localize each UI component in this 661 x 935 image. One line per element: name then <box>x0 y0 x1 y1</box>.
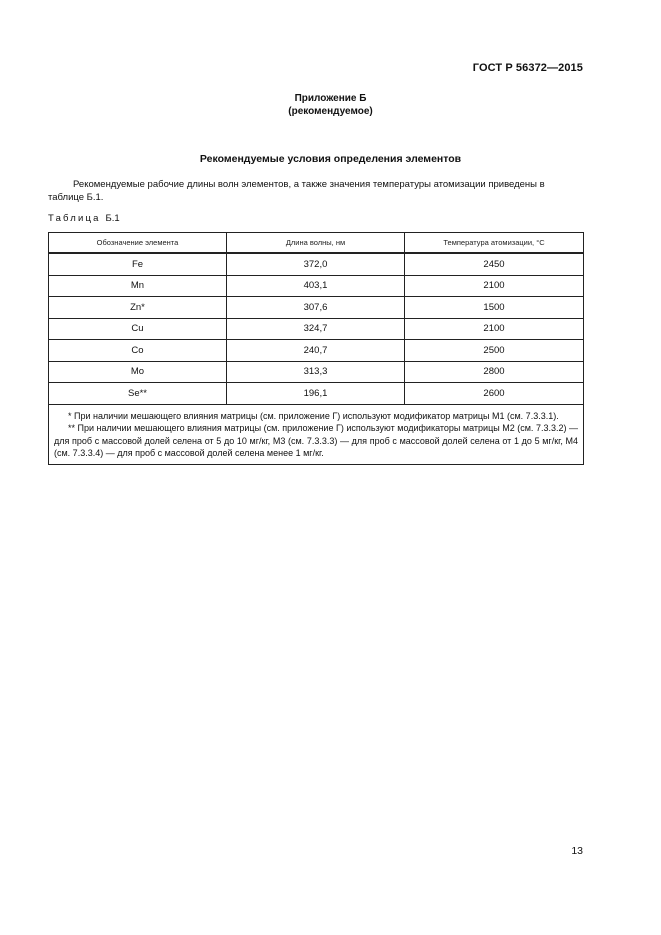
table-notes <box>49 404 584 464</box>
table-note: * При наличии мешающего влияния матрицы (см. приложение Г) используют модификатор матрицы М1 (см. 7.3.3.1). <box>68 410 559 421</box>
appendix-title: Приложение Б <box>294 93 367 104</box>
table-label <box>48 213 120 224</box>
cell-wavelength: 403,1 <box>227 275 405 297</box>
cell-element: Cu <box>49 318 227 340</box>
elements-table <box>48 232 584 465</box>
table-row <box>49 297 584 319</box>
cell-temperature: 2500 <box>405 340 584 362</box>
cell-wavelength: 313,3 <box>227 361 405 383</box>
cell-temperature: 2100 <box>405 318 584 340</box>
cell-temperature: 1500 <box>405 297 584 319</box>
table-label-number: Б.1 <box>105 213 120 224</box>
page-number: 13 <box>571 845 583 857</box>
table-row <box>49 275 584 297</box>
table-row <box>49 361 584 383</box>
table-row <box>49 318 584 340</box>
cell-temperature: 2100 <box>405 275 584 297</box>
cell-element: Mn <box>49 275 227 297</box>
cell-element: Se** <box>49 383 227 405</box>
table-notes-row <box>49 404 584 464</box>
appendix-subtitle: (рекомендуемое) <box>288 106 373 117</box>
cell-temperature: 2450 <box>405 253 584 275</box>
cell-element: Co <box>49 340 227 362</box>
appendix-heading <box>0 92 661 118</box>
cell-wavelength: 240,7 <box>227 340 405 362</box>
section-title: Рекомендуемые условия определения элементов <box>199 153 462 165</box>
cell-element: Zn* <box>49 297 227 319</box>
cell-element: Fe <box>49 253 227 275</box>
table-row <box>49 253 584 275</box>
column-header-element: Обозначение элемента <box>49 233 227 254</box>
cell-wavelength: 372,0 <box>227 253 405 275</box>
table-header-row <box>49 233 584 254</box>
intro-paragraph: Рекомендуемые рабочие длины волн элементов, а также значения температуры атомизации приведены в таблице Б.1. <box>48 179 545 203</box>
table-row <box>49 340 584 362</box>
table-note: ** При наличии мешающего влияния матрицы (см. приложение Г) используют модификаторы матрицы М2 (см. 7.3.3.2) — для проб с массовой долей селена от 5 до 10 мг/кг, М3 (см. 7.3.3.3) — для проб с массовой долей селена от 1 до 5 мг/кг, М4 (см. 7.3.3.4) — для проб с массовой долей селена менее 1 мг/кг. <box>54 423 578 458</box>
cell-wavelength: 307,6 <box>227 297 405 319</box>
cell-temperature: 2600 <box>405 383 584 405</box>
cell-temperature: 2800 <box>405 361 584 383</box>
document-code: ГОСТ Р 56372—2015 <box>472 62 583 74</box>
cell-wavelength: 196,1 <box>227 383 405 405</box>
table-row <box>49 383 584 405</box>
column-header-wavelength: Длина волны, нм <box>227 233 405 254</box>
cell-wavelength: 324,7 <box>227 318 405 340</box>
cell-element: Mo <box>49 361 227 383</box>
table-label-prefix: Таблица <box>48 213 101 224</box>
column-header-temperature: Температура атомизации, °С <box>405 233 584 254</box>
